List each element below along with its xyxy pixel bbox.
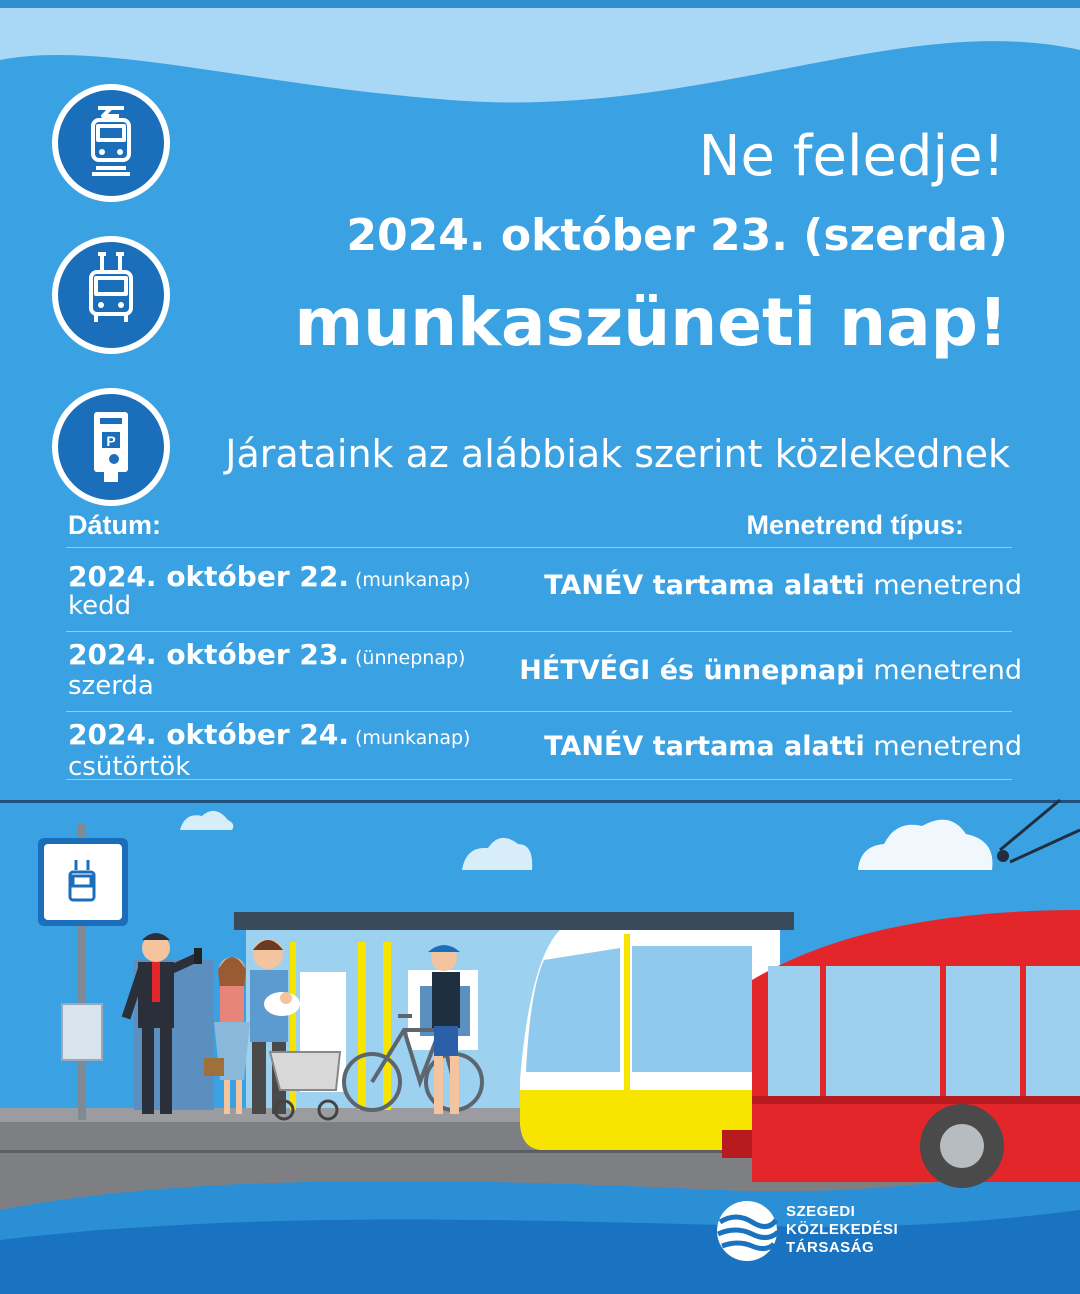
row-date: 2024. október 22. (68, 560, 349, 593)
row-schedule-bold: TANÉV tartama alatti (544, 570, 865, 601)
row-schedule-rest: menetrend (864, 731, 1022, 762)
row-date-cell (68, 718, 470, 751)
row-date: 2024. október 24. (68, 718, 349, 751)
company-name (786, 1203, 898, 1257)
cloud (462, 838, 532, 870)
column-header-schedule: Menetrend típus: (746, 510, 964, 540)
cloud (180, 811, 233, 830)
row-schedule (544, 731, 1022, 762)
svg-text:P: P (106, 433, 116, 449)
row-schedule-rest: menetrend (864, 655, 1022, 686)
row-day: kedd (68, 591, 132, 621)
row-schedule (544, 570, 1022, 601)
overhead-wire (0, 800, 1080, 803)
trolleybus-icon (52, 236, 170, 354)
parking-meter-icon (52, 388, 170, 506)
row-note: (munkanap) (354, 569, 471, 591)
street-illustration (0, 790, 1080, 1294)
row-day: csütörtök (68, 752, 191, 782)
row-note: (munkanap) (354, 727, 471, 749)
subtitle: Járataink az alábbiak szerint közlekednek (225, 432, 1010, 476)
column-header-date: Dátum: (68, 510, 161, 540)
row-divider (66, 631, 1012, 632)
reminder-heading: Ne feledje! (698, 124, 1005, 189)
row-divider (66, 711, 1012, 712)
yellow-tram (520, 930, 780, 1150)
row-schedule-bold: HÉTVÉGI és ünnepnapi (519, 655, 865, 686)
row-schedule-bold: TANÉV tartama alatti (544, 731, 865, 762)
shelter-roof (234, 912, 794, 930)
company-name-line: KÖZLEKEDÉSI (786, 1221, 899, 1238)
row-date: 2024. október 23. (68, 638, 349, 671)
row-divider (66, 779, 1012, 780)
cloud (858, 820, 992, 870)
company-name-line: TÁRSASÁG (786, 1239, 875, 1256)
row-date-cell (68, 638, 465, 671)
row-note: (ünnepnap) (354, 647, 466, 669)
info-board (62, 1004, 102, 1060)
holiday-heading: munkaszüneti nap! (294, 284, 1008, 361)
row-schedule (519, 655, 1022, 686)
tram-icon (52, 84, 170, 202)
trolley-poles (1000, 800, 1080, 862)
company-name-line: SZEGEDI (786, 1203, 856, 1220)
company-logo (716, 1200, 778, 1262)
row-divider (66, 547, 1012, 548)
row-date-cell (68, 560, 470, 593)
holiday-date-heading: 2024. október 23. (szerda) (346, 210, 1008, 261)
row-schedule-rest: menetrend (864, 570, 1022, 601)
row-day: szerda (68, 671, 154, 701)
